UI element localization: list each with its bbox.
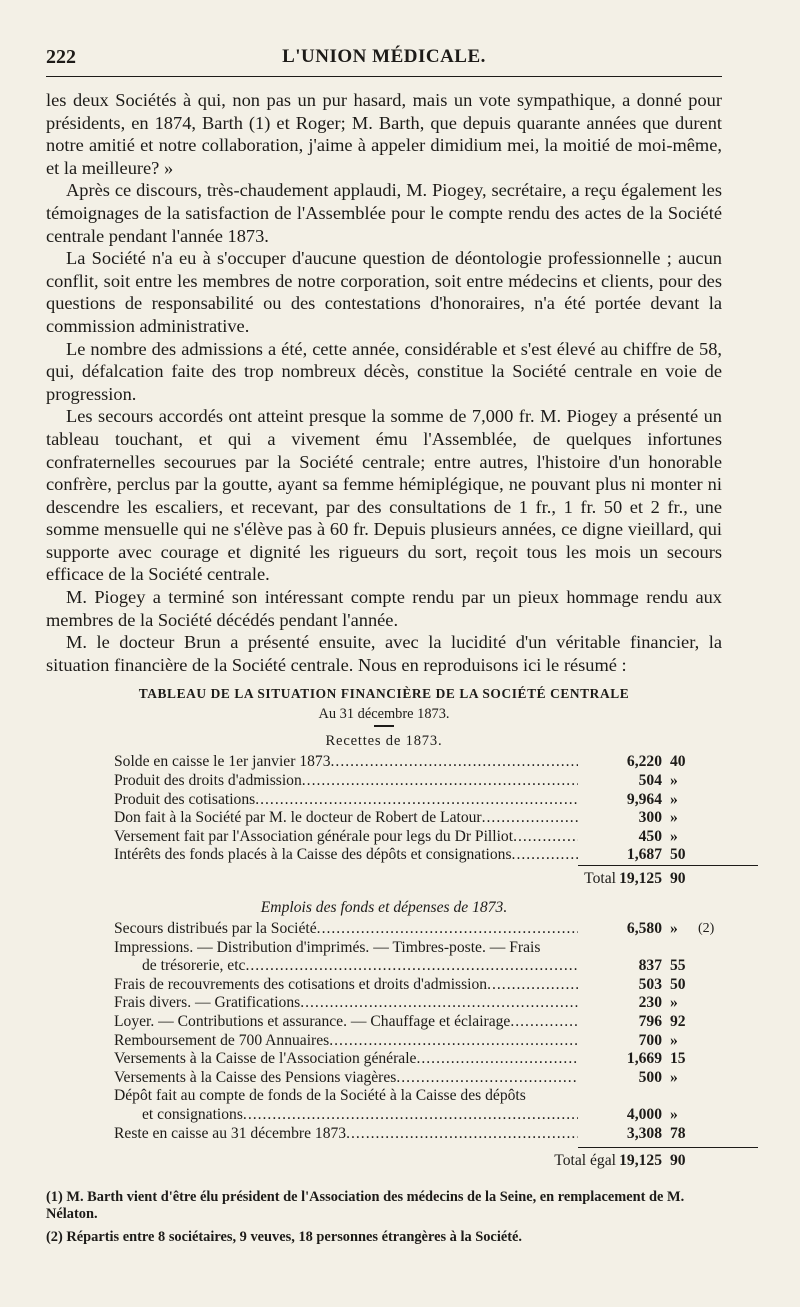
- row-francs: 500: [638, 1068, 662, 1086]
- row-cents: 50: [670, 846, 686, 864]
- table-title: TABLEAU DE LA SITUATION FINANCIÈRE DE LA SOCIÉTÉ CENTRALE: [138, 686, 630, 702]
- row-label: Secours distribués par la Société .....: [114, 920, 578, 939]
- footnote: (1) M. Barth vient d'être élu président de l'Association des médecins de la Seine, en remplacement de M. Nélaton.: [46, 1189, 685, 1223]
- row-cents: 15: [670, 1050, 686, 1068]
- page-number: 222: [46, 46, 76, 68]
- article-body: [46, 89, 722, 676]
- row-label: Don fait à la Société par M. le docteur de Robert de Latour .....: [114, 809, 578, 828]
- row-label: Intérêts des fonds placés à la Caisse des dépôts et consignations .....: [114, 846, 578, 865]
- row-cents: »: [670, 772, 678, 790]
- table-row: [114, 976, 726, 995]
- table-row: [114, 1087, 726, 1106]
- row-cents: »: [670, 790, 678, 808]
- row-label: Frais de recouvrements des cotisations et droits d'admission .....: [114, 976, 578, 995]
- journal-title: L'UNION MÉDICALE.: [282, 46, 486, 67]
- table-row: [114, 1106, 726, 1125]
- row-label: Frais divers. — Gratifications .....: [114, 994, 578, 1013]
- table-row: [114, 828, 726, 847]
- table-row: [114, 809, 726, 828]
- table-date: Au 31 décembre 1873.: [318, 706, 450, 723]
- row-francs: 6,220: [626, 753, 662, 771]
- row-label: Impressions. — Distribution d'imprimés. — Timbres-poste. — Frais: [114, 938, 541, 956]
- table-row: [114, 772, 726, 791]
- paragraph: Après ce discours, très-chaudement applaudi, M. Piogey, secrétaire, a reçu également les témoignages de la satisfaction de l'Assemblée pour le compte rendu des actes de la Société centrale pendant l'année 1873.: [46, 180, 722, 246]
- row-cents: 40: [670, 753, 686, 771]
- receipts-total-row: [114, 865, 726, 893]
- row-label: Produit des cotisations .....: [114, 791, 578, 810]
- row-cents: »: [670, 920, 678, 937]
- row-cents: »: [670, 1031, 678, 1049]
- row-label: Remboursement de 700 Annuaires .....: [114, 1032, 578, 1051]
- row-cents: »: [670, 809, 678, 827]
- row-cents: »: [670, 1068, 678, 1086]
- row-francs: 4,000: [626, 1105, 662, 1123]
- row-cents: »: [670, 1105, 678, 1123]
- row-label: et consignations .....: [114, 1106, 578, 1125]
- row-cents: 92: [670, 1012, 686, 1030]
- paragraph: Les secours accordés ont atteint presque la somme de 7,000 fr. M. Piogey a présenté un tableau touchant, et qui a vivement ému l'Assemblée, de quelques infortunes confraternelles secourues par la Société centrale; entre autres, l'histoire d'un honorable confrère, perclus par la goutte, ayant sa femme hémiplégique, ne pouvant plus ni monter ni descendre les escaliers, et recevant, par des consultations de 1 fr., 1 fr. 50 et 2 fr., une somme mensuelle qui ne s'élève pas à 60 fr. Depuis plusieurs années, ce digne vieillard, qui supporte avec courage et dignité les rigueurs du sort, reçoit tous les mois un secours efficace de la Société centrale.: [46, 406, 722, 585]
- row-francs: 837: [638, 957, 662, 975]
- receipts-rows: [114, 753, 726, 865]
- row-francs: 6,580: [626, 920, 662, 937]
- total-label: Total égal: [554, 1152, 616, 1170]
- table-row: [114, 1013, 726, 1032]
- row-cents: »: [670, 994, 678, 1012]
- financial-table: [46, 686, 722, 1175]
- expenses-title: Emplois des fonds et dépenses de 1873.: [260, 899, 508, 916]
- total-francs: 19,125: [619, 1152, 662, 1170]
- paragraph: La Société n'a eu à s'occuper d'aucune question de déontologie professionnelle ; aucun conflit, soit entre les membres de notre corporation, soit entre médecins et clients, pour des questions de responsabilité ou des contestations d'honoraires, n'a été portée devant la commission administrative.: [46, 248, 722, 336]
- row-cents: 78: [670, 1124, 686, 1142]
- expenses-total-row: [114, 1147, 726, 1175]
- row-label: Dépôt fait au compte de fonds de la Société à la Caisse des dépôts: [114, 1087, 526, 1105]
- paragraph: M. Piogey a terminé son intéressant compte rendu par un pieux hommage rendu aux membres de la Société décédés pendant l'année.: [46, 587, 722, 630]
- row-francs: 300: [638, 809, 662, 827]
- table-row: [114, 753, 726, 772]
- row-label: Produit des droits d'admission .....: [114, 772, 578, 791]
- row-label: Versement fait par l'Association générale pour legs du Dr Pilliot .....: [114, 828, 578, 847]
- row-francs: 3,308: [626, 1124, 662, 1142]
- row-label: Loyer. — Contributions et assurance. — Chauffage et éclairage .....: [114, 1013, 578, 1032]
- paragraph: M. le docteur Brun a présenté ensuite, avec la lucidité d'un véritable financier, la situation financière de la Société centrale. Nous en reproduisons ici le résumé :: [46, 632, 722, 675]
- row-francs: 1,687: [626, 846, 662, 864]
- footnote: (2) Répartis entre 8 sociétaires, 9 veuves, 18 personnes étrangères à la Société.: [46, 1229, 522, 1246]
- row-label: Solde en caisse le 1er janvier 1873 .....: [114, 753, 578, 772]
- paragraph: les deux Sociétés à qui, non pas un pur hasard, mais un vote sympathique, a donné pour présidents, en 1874, Barth (1) et Roger; M. Barth, que depuis quarante années que durent notre amitié et notre collaboration, j'aime à appeler dimidium mei, la moitié de moi-même, et la meilleure? »: [46, 90, 722, 178]
- total-cents: 90: [670, 1152, 686, 1170]
- table-row: [114, 957, 726, 976]
- row-francs: 503: [638, 975, 662, 993]
- total-label: Total: [584, 870, 616, 887]
- row-francs: 504: [638, 772, 662, 790]
- row-cents: 55: [670, 957, 686, 975]
- row-francs: 9,964: [626, 790, 662, 808]
- row-label: Reste en caisse au 31 décembre 1873 .....: [114, 1125, 578, 1144]
- row-francs: 700: [638, 1031, 662, 1049]
- header-rule: [46, 76, 722, 77]
- short-rule: [374, 725, 394, 727]
- total-francs: 19,125: [619, 870, 662, 887]
- paragraph: Le nombre des admissions a été, cette année, considérable et s'est élevé au chiffre de 58, qui, défalcation faite des trop nombreux décès, constitue la Société centrale en voie de progression.: [46, 338, 722, 404]
- expenses-rows: [114, 920, 726, 1143]
- table-row: [114, 1125, 726, 1144]
- row-francs: 450: [638, 827, 662, 845]
- receipts-title: Recettes de 1873.: [325, 733, 443, 750]
- row-francs: 230: [638, 994, 662, 1012]
- page: [46, 40, 722, 1252]
- row-francs: 1,669: [626, 1050, 662, 1068]
- table-row: [114, 920, 726, 939]
- row-label: Versements à la Caisse des Pensions viagères .....: [114, 1069, 578, 1088]
- table-row: [114, 1032, 726, 1051]
- table-row: [114, 1069, 726, 1088]
- footnotes: [46, 1189, 722, 1246]
- table-row: [114, 994, 726, 1013]
- row-francs: 796: [638, 1012, 662, 1030]
- table-row: [114, 939, 726, 958]
- table-row: [114, 1050, 726, 1069]
- row-note: (2): [698, 921, 715, 936]
- table-row: [114, 791, 726, 810]
- row-cents: »: [670, 827, 678, 845]
- total-cents: 90: [670, 870, 686, 887]
- page-header: [46, 40, 722, 74]
- row-label: Versements à la Caisse de l'Association générale .....: [114, 1050, 578, 1069]
- row-cents: 50: [670, 975, 686, 993]
- row-label: de trésorerie, etc .....: [114, 957, 578, 976]
- table-row: [114, 846, 726, 865]
